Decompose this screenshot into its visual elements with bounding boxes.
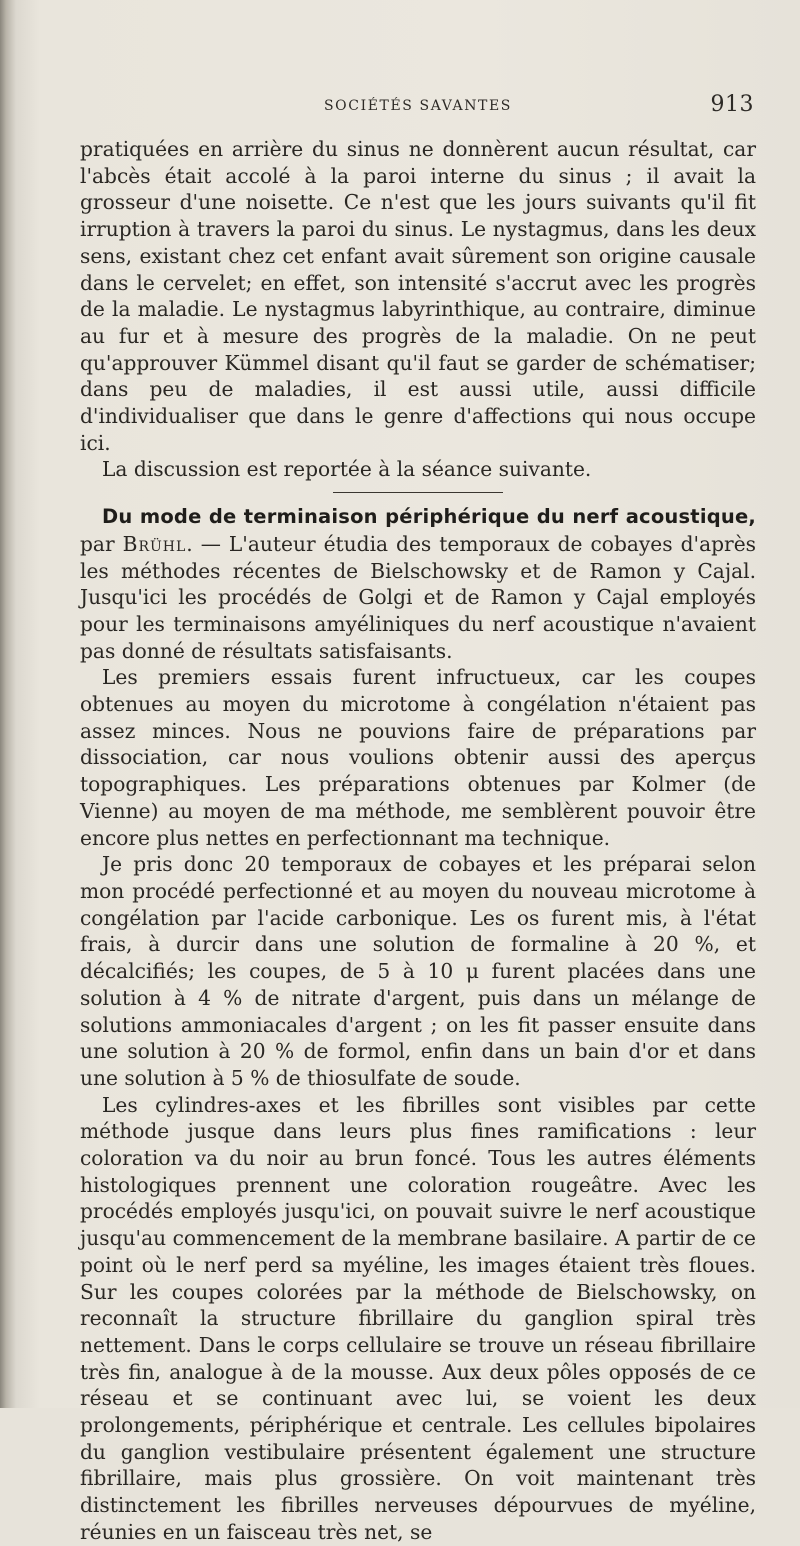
section-title: Du mode de terminaison périphérique du nerf acoustique, [102, 505, 756, 529]
section-author: Brühl [122, 531, 187, 556]
paragraph-method: Je pris donc 20 temporaux de cobayes et les préparai selon mon procédé perfectionné et au moyen du nouveau microtome à congélation par l'acide carbonique. Les os furent mis, à l'état frais, à durcir dans une solution de formaline à 20 %, et décalcifiés; les coupes, de 5 à 10 μ furent placées dans une solution à 4 % de nitrate d'argent, puis dans un mélange de solutions ammoniacales d'argent ; on les fit passer ensuite dans une solution à 20 % de formol, enfin dans un bain d'or et dans une solution à 5 % de thiosulfate de soude. [80, 852, 756, 1090]
running-head: SOCIÉTÉS SAVANTES [323, 98, 512, 114]
section-divider [333, 492, 503, 493]
page-header [80, 94, 756, 124]
paragraph-results: Les cylindres-axes et les fibrilles sont visibles par cette méthode jusque dans leurs plus fines ramifications : leur coloration va du noir au brun foncé. Tous les autres éléments histologiques prennent une coloration rougeâtre. Avec les procédés employés jusqu'ici, on pouvait suivre le nerf acoustique jusqu'au commencement de la membrane basilaire. A partir de ce point où le nerf perd sa myéline, les images étaient très floues. Sur les coupes colorées par la méthode de Bielschowsky, on reconnaît la structure fibrillaire du ganglion spiral très nettement. Dans le corps cellulaire se trouve un réseau fibrillaire très fin, analogue à de la mousse. Aux deux pôles opposés de ce réseau et se continuant avec lui, se voient les deux prolongements, périphérique et centrale. Les cellules bipolaires du ganglion vestibulaire présentent également une structure fibrillaire, mais plus grossière. On voit maintenant très distinctement les fibrilles nerveuses dépourvues de myéline, réunies en un faisceau très net, se [80, 1092, 756, 1544]
article-body [80, 136, 756, 1546]
paragraph-continued: pratiquées en arrière du sinus ne donnèrent aucun résultat, car l'abcès était accolé à la paroi interne du sinus ; il avait la grosseur d'une noisette. Ce n'est que les jours suivants qu'il fit irruption à travers la paroi du sinus. Le nystagmus, dans les deux sens, existant chez cet enfant avait sûrement son origine causale dans le cervelet; en effet, son intensité s'accrut avec les progrès de la maladie. Le nystagmus labyrinthique, au contraire, diminue au fur et à mesure des progrès de la maladie. On ne peut qu'approuver Kümmel disant qu'il faut se garder de schématiser; dans peu de maladies, il est aussi utile, aussi difficile d'individualiser que dans le genre d'affections qui nous occupe ici. [80, 137, 756, 455]
section-heading-paragraph [80, 503, 756, 664]
section-intro: . — L'auteur étudia des temporaux de cobayes d'après les méthodes récentes de Bielschowsky et de Ramon y Cajal. Jusqu'ici les procédés de Golgi et de Ramon y Cajal employés pour les terminaisons amyéliniques du nerf acoustique n'avaient pas donné de résultats satisfaisants. [80, 531, 756, 663]
section-by: par [80, 531, 123, 556]
paragraph-first-trials: Les premiers essais furent infructueux, car les coupes obtenues au moyen du microtome à congélation n'étaient pas assez minces. Nous ne pouvions faire de préparations par dissociation, car nous voulions obtenir aussi des aperçus topographiques. Les préparations obtenues par Kolmer (de Vienne) au moyen de ma méthode, me semblèrent pouvoir être encore plus nettes en perfectionnant ma technique. [80, 665, 756, 850]
page-number: 913 [710, 92, 754, 117]
paragraph-discussion: La discussion est reportée à la séance suivante. [102, 457, 592, 482]
